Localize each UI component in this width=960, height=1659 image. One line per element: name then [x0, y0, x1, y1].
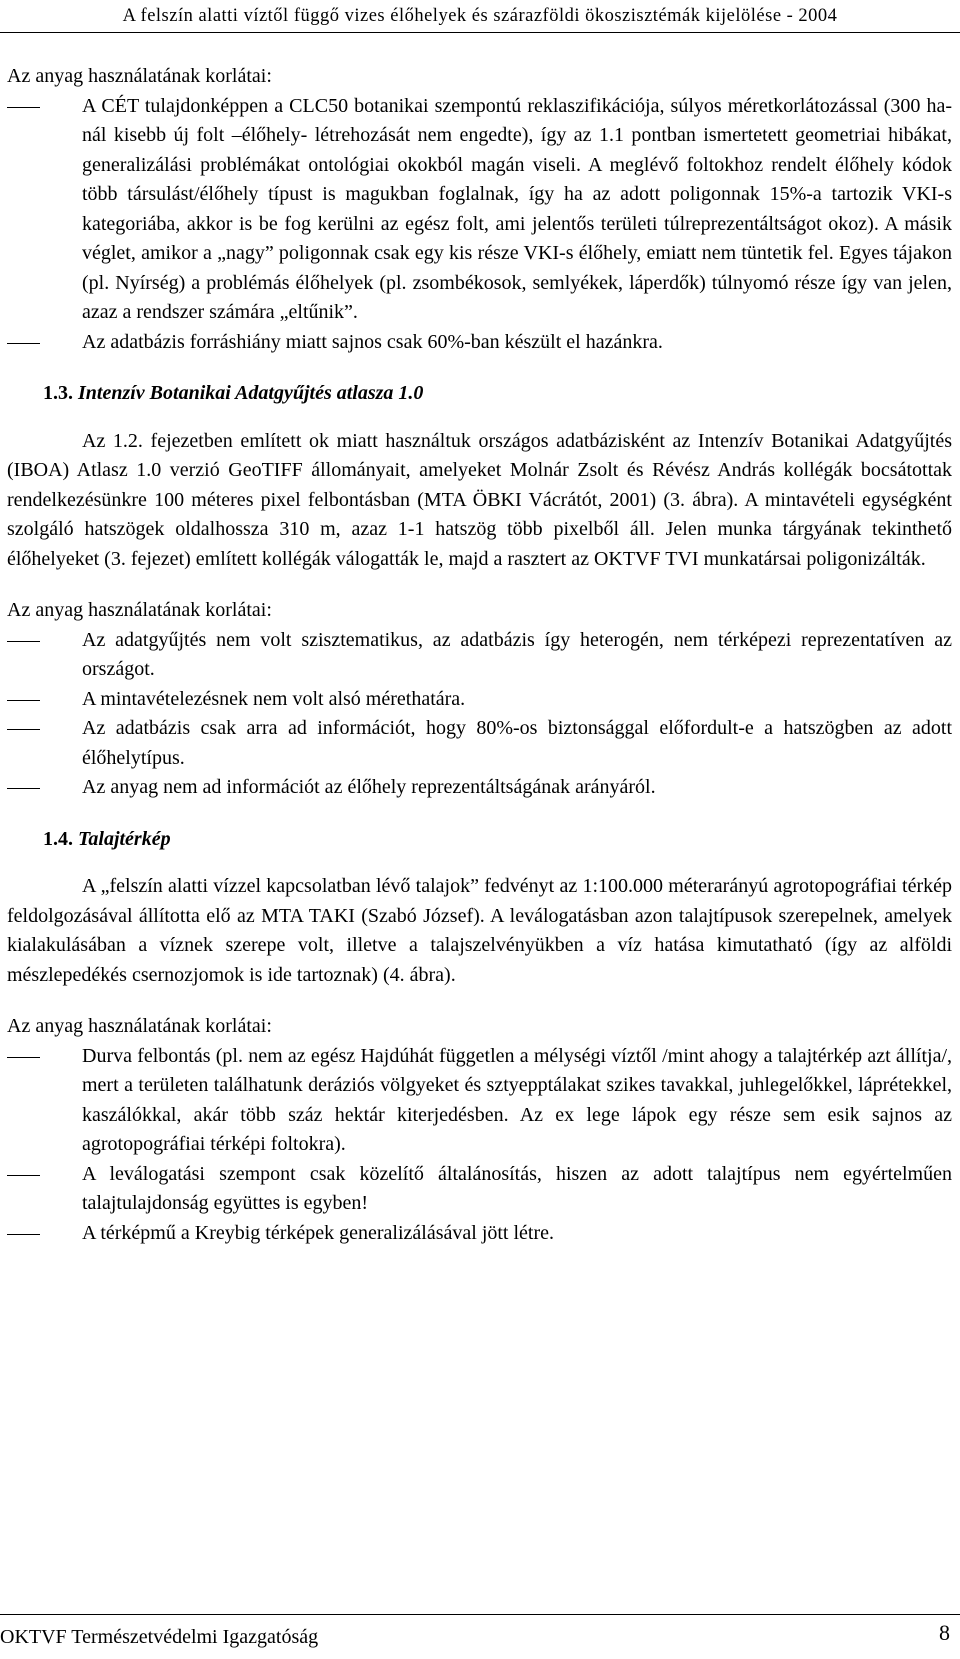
list-item: A leválogatási szempont csak közelítő általánosítás, hiszen az adott talajtípus nem egyértelműen talajtulajdonság együttes is egyben! — [7, 1160, 952, 1219]
section-number: 1.3. — [43, 382, 73, 404]
section-title: Talajtérkép — [78, 827, 171, 850]
usage-limits-title: Az anyag használatának korlátai: — [7, 1015, 272, 1037]
list-item: A mintavételezésnek nem volt alsó mérethatára. — [7, 685, 952, 715]
section-paragraph: Az 1.2. fejezetben említett ok miatt használtuk országos adatbázisként az Intenzív Botanikai Adatgyűjtés (IBOA) Atlasz 1.0 verzió GeoTIFF állományait, amelyeket Molnár Zsolt és Révész András kollégák bocsátottak rendelkezésünkre 100 méteres pixel felbontásban (MTA ÖBKI Vácrátót, 2001) (3. ábra). A mintavételi egységként szolgáló hatszögek oldalhossza 310 m, azaz 1-1 hatszög több pixelből áll. Jelen munka tárgyának tekinthető élőhelyeket (3. fejezet) említett kollégák válogatták le, majd a rasztert az OKTVF TVI munkatársai poligonizálták. — [7, 429, 952, 570]
usage-limits-list — [7, 1042, 952, 1249]
list-item: A CÉT tulajdonképpen a CLC50 botanikai szempontú reklaszifikációja, súlyos méretkorlátozással (300 ha-nál kisebb új folt –élőhely- létrehozását nem engedte), így az 1.1 pontban ismertetett geometriai hibákat, generalizálási problémákat ontológiai okokból magán viseli. A meglévő foltokhoz rendelt élőhely kódok több társulást/élőhely típust is magukban foglalnak, így ha az adott poligonnak 15%-a tartozik VKI-s kategoriába, akkor is be fog kerülni az egész folt, ami jelentős területi túlreprezentáltságot okoz). A másik véglet, amikor a „nagy” poligonnak csak egy kis része VKI-s élőhely, emiatt nem tüntetik fel. Egyes tájakon (pl. Nyírség) a problémás élőhelyek (pl. zsombékosok, semlyékek, láperdők) túlnyomó része így van jelen, azaz a rendszer számára „eltűnik”. — [7, 92, 952, 328]
page-header — [0, 0, 960, 30]
spacer — [7, 574, 952, 596]
usage-limits-list — [7, 92, 952, 358]
list-item: Az anyag nem ad információt az élőhely reprezentáltságának arányáról. — [7, 773, 952, 803]
usage-limits-title: Az anyag használatának korlátai: — [7, 65, 272, 87]
section-heading-1-4 — [7, 825, 952, 855]
footer-organization: OKTVF Természetvédelmi Igazgatóság — [0, 1626, 319, 1648]
footer-divider — [0, 1614, 960, 1615]
header-divider — [0, 32, 960, 33]
section-number: 1.4. — [43, 827, 73, 850]
spacer — [7, 990, 952, 1012]
usage-limits-title: Az anyag használatának korlátai: — [7, 599, 272, 621]
page-footer — [0, 1614, 960, 1659]
list-item: Az adatbázis csak arra ad információt, hogy 80%-os biztonsággal előfordult-e a hatszögben az adott élőhelytípus. — [7, 714, 952, 773]
section-heading-1-3 — [7, 379, 952, 409]
page-number: 8 — [939, 1620, 950, 1645]
usage-limits-list — [7, 626, 952, 803]
section-paragraph: A „felszín alatti vízzel kapcsolatban lévő talajok” fedvényt az 1:100.000 méterarányú agrotopográfiai térkép feldolgozásával állította elő az MTA TAKI (Szabó József). A leválogatásban azon talajtípusok szerepelnek, amelyek kialakulásában a víznek szerepe volt, illetve a talajszelvényükben a víz hatása kimutatható (így az alföldi mészlepedékés csernozjomok is ide tartoznak) (4. ábra). — [7, 875, 952, 986]
section-title: Intenzív Botanikai Adatgyűjtés atlasza 1.0 — [78, 382, 424, 404]
list-item: Az adatgyűjtés nem volt szisztematikus, az adatbázis így heterogén, nem térképezi reprezentatíven az országot. — [7, 626, 952, 685]
list-item: Az adatbázis forráshiány miatt sajnos csak 60%-ban készült el hazánkra. — [7, 328, 952, 358]
list-item: A térképmű a Kreybig térképek generalizálásával jött létre. — [7, 1219, 952, 1249]
list-item: Durva felbontás (pl. nem az egész Hajdúhát független a mélységi víztől /mint ahogy a talajtérkép azt állítja/, mert a területen találhatunk deráziós völgyeket és sztyepptálakat szikes tavakkal, juhlegelőkkel, láprétekkel, kaszálókkal, akár több száz hektár kiterjedésben. Az ex lege lápok egy része sem esik sajnos az agrotopográfiai térképi foltokra). — [7, 1042, 952, 1160]
page-content — [7, 62, 952, 1248]
header-title: A felszín alatti víztől függő vizes élőhelyek és szárazföldi ökoszisztémák kijelölése - 2004 — [122, 6, 838, 26]
